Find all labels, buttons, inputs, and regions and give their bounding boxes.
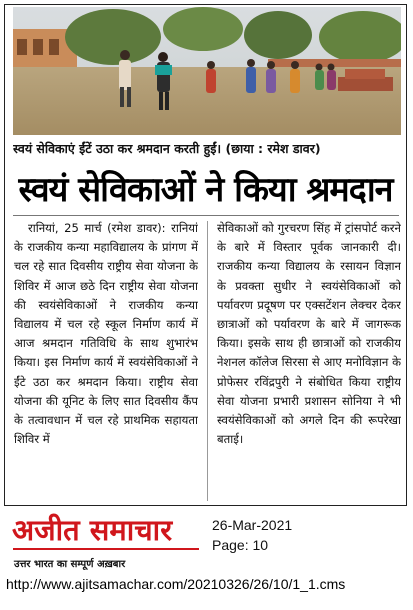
article-body-right: सेविकाओं को गुरचरण सिंह में ट्रांसपोर्ट करने के बारे में विस्तार पूर्वक जानकारी दी। राजकीय कन्या विद्यालय के रसायन विज्ञान के प्रवक्ता सुधीर ने स्वयंसेविकाओं को पर्यावरण प्रदूषण पर एक्सटेंशन लेक्चर देकर छात्राओं को पर्यावरण के बारे में जागरूक किया। इसके साथ ही छात्राओं को राजकीय नेशनल कॉलेज सिरसा से आए मनोविज्ञान के प्रोफेसर रविंद्रपुरी ने संबोधित किया राष्ट्रीय सेवा योजना प्रभारी प्रशासन सोनिया ने भी स्वयंसेविकाओं को अगले दिन की रूपरेखा बताई। — [217, 221, 401, 447]
column-divider — [207, 221, 208, 501]
newspaper-masthead — [12, 513, 202, 553]
article-column-right — [217, 219, 401, 503]
article-headline: स्वयं सेविकाओं ने किया श्रमदान — [18, 170, 393, 210]
source-url[interactable]: http://www.ajitsamachar.com/20210326/26/10/1_1.cms — [6, 576, 346, 592]
photo-caption: स्वयं सेविकाएं ईंटें उठा कर श्रमदान करती हुईं। (छाया : रमेश डावर) — [13, 141, 321, 156]
headline-divider — [13, 215, 399, 216]
article-dateline: रानियां, 25 मार्च (रमेश डावर): — [28, 221, 166, 235]
newspaper-logo: अजीत समाचार — [12, 513, 173, 547]
article-photo — [13, 7, 401, 135]
article-column-left — [14, 219, 198, 503]
edition-page: Page: 10 — [212, 537, 269, 553]
edition-date: 26-Mar-2021 — [212, 517, 293, 533]
photo-illustration — [13, 7, 401, 135]
edition-meta — [212, 515, 292, 555]
news-clipping — [4, 4, 407, 506]
article-body-left: रानियां के राजकीय कन्या महाविद्यालय के प्रांगण में चल रहे सात दिवसीय राष्ट्रीय सेवा योजना के शिविर में आज छठे दिन राष्ट्रीय सेवा योजना की स्वयंसेविकाओं ने राजकीय कन्या विद्यालय में चल रहे स्कूल निर्माण कार्य में आज श्रमदान गतिविधि के साथ शुभारंभ किया। इस निर्माण कार्य में स्वयंसेविकाओं ने ईंटे उठा कर श्रमदान किया। राष्ट्रीय सेवा योजना की यूनिट के लिए सात दिवसीय कैंप के तत्वावधान में चल रहे प्राथमिक सहायता शिविर में — [14, 221, 198, 447]
newspaper-tagline: उत्तर भारत का सम्पूर्ण अख़बार — [14, 559, 126, 570]
logo-underline — [13, 548, 199, 550]
